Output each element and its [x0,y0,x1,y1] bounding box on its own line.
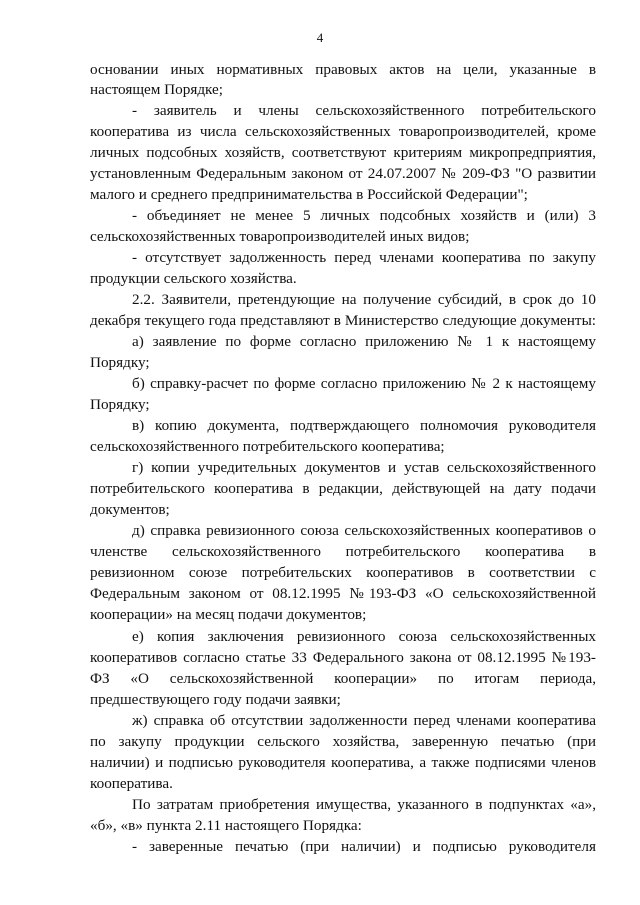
text-line: сельскохозяйственных товаропроизводителей иных видов; [90,228,470,245]
text-line: Федеральным законом от 08.12.1995 №193-ФЗ «О сельскохозяйственной [90,585,596,602]
text-line: основании иных нормативных правовых актов на цели, указанные в [90,61,596,78]
text-line: кооперативов согласно статье 33 Федерального закона от 08.12.1995 №193- [90,649,596,666]
text-line: ревизионном союзе потребительских кооперативов в соответствии с [90,564,596,581]
text-line: продукции сельского хозяйства. [90,270,297,287]
text-line: членстве сельскохозяйственного потребительского кооператива в [90,543,596,560]
text-line: кооператива из числа сельскохозяйственных товаропроизводителей, кроме [90,123,596,140]
page-number: 4 [316,30,324,45]
text-line: потребительского кооператива в редакции, действующей на дату подачи [90,480,596,497]
text-line: г) копии учредительных документов и устав сельскохозяйственного [132,459,596,476]
text-line: декабря текущего года представляют в Министерство следующие документы: [90,312,596,329]
text-line: предшествующего году подачи заявки; [90,691,341,708]
text-line: - отсутствует задолженность перед членами кооператива по закупу [132,249,596,266]
text-line: Порядку; [90,396,150,413]
text-line: 2.2. Заявители, претендующие на получение субсидий, в срок до 10 [132,291,596,308]
text-line: сельскохозяйственного потребительского кооператива; [90,438,445,455]
text-line: кооператива. [90,775,173,792]
text-line: - заверенные печатью (при наличии) и подписью руководителя [132,838,596,855]
text-line: е) копия заключения ревизионного союза сельскохозяйственных [132,628,596,645]
text-line: личных подсобных хозяйств, соответствуют критериям микропредприятия, [90,144,596,161]
text-line: настоящем Порядке; [90,81,224,98]
text-line: ж) справка об отсутствии задолженности перед членами кооператива [132,712,596,729]
text-line: наличии) и подписью руководителя кооператива, а также подписями членов [90,754,596,771]
text-line: д) справка ревизионного союза сельскохозяйственных кооперативов о [132,522,596,539]
text-line: - объединяет не менее 5 личных подсобных хозяйств и (или) 3 [132,207,596,224]
text-line: Порядку; [90,354,150,371]
text-line: в) копию документа, подтверждающего полномочия руководителя [132,417,596,434]
text-line: по закупу продукции сельского хозяйства, заверенную печатью (при [90,733,596,750]
text-line: документов; [90,501,170,518]
text-line: б) справку-расчет по форме согласно приложению № 2 к настоящему [132,375,596,392]
text-line: «б», «в» пункта 2.11 настоящего Порядка: [90,817,362,834]
text-line: По затратам приобретения имущества, указанного в подпунктах «а», [132,796,596,813]
text-line: кооперации» на месяц подачи документов; [90,606,367,623]
text-line: малого и среднего предпринимательства в Российской Федерации"; [90,186,528,203]
text-line: а) заявление по форме согласно приложению № 1 к настоящему [132,333,596,350]
text-line: - заявитель и члены сельскохозяйственного потребительского [132,102,596,119]
text-line: ФЗ «О сельскохозяйственной кооперации» по итогам периода, [90,670,596,687]
text-line: установленным Федеральным законом от 24.07.2007 № 209-ФЗ "О развитии [90,165,596,182]
